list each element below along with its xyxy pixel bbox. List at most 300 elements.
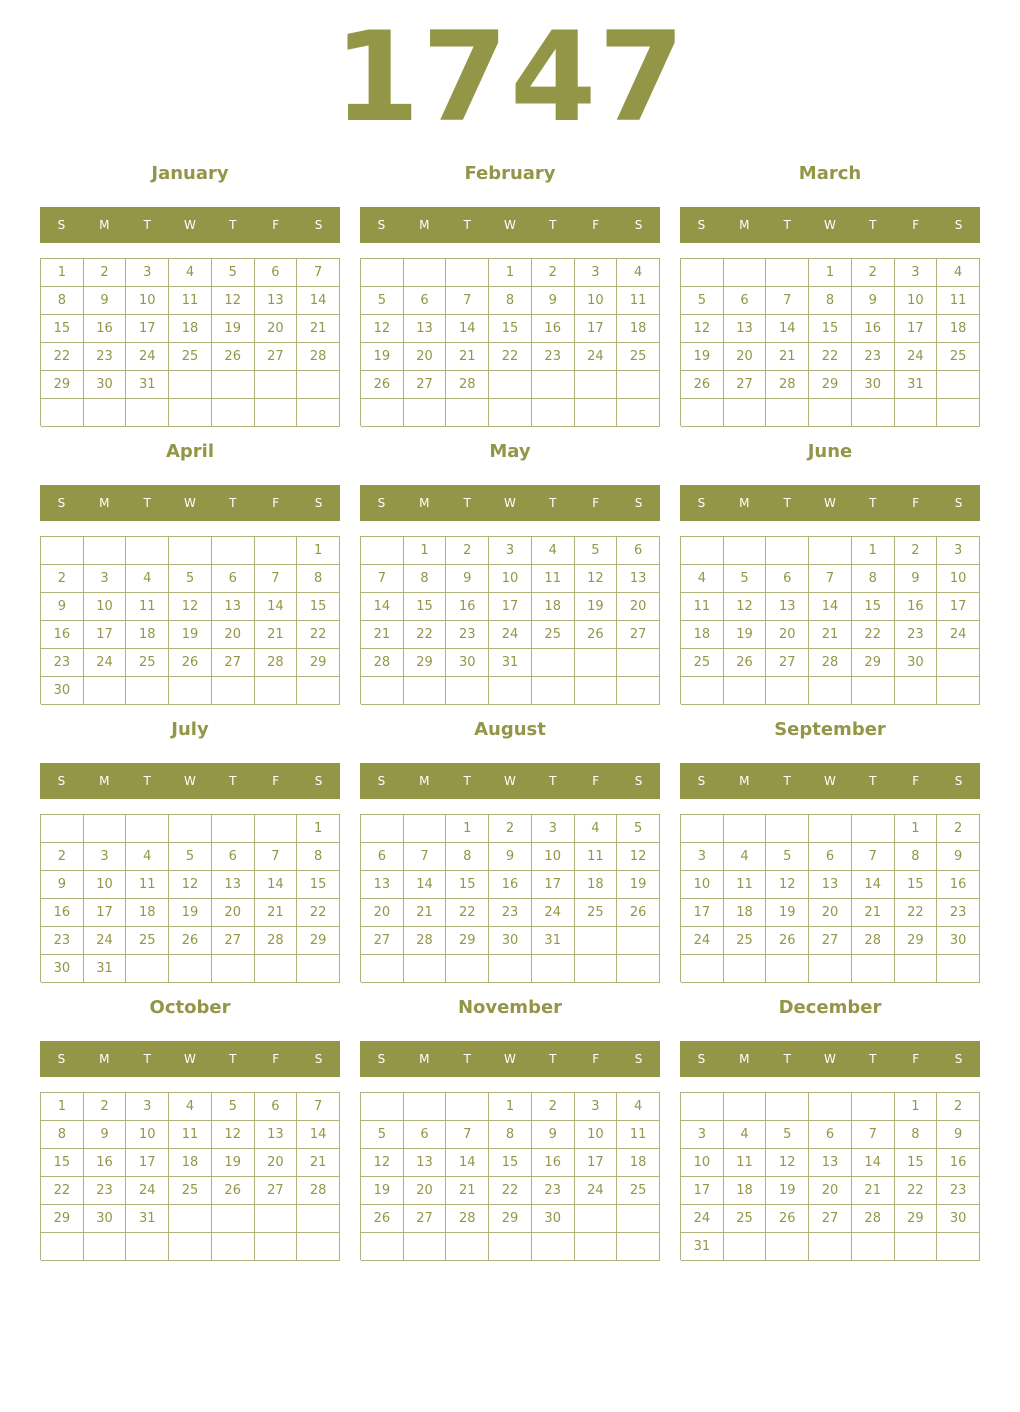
day-grid [360,536,660,704]
day-cell: 18 [681,621,724,649]
day-cell: 29 [297,649,340,677]
day-cell: 13 [212,871,255,899]
weekday-label: W [504,496,516,510]
day-cell: 29 [41,371,84,399]
day-cell: 20 [212,899,255,927]
day-cell: 20 [766,621,809,649]
day-cell: 10 [84,871,127,899]
day-cell: 26 [724,649,767,677]
weekday-label: T [549,218,557,232]
day-cell: 6 [404,1121,447,1149]
day-cell: 15 [41,315,84,343]
empty-day-cell [446,259,489,287]
day-cell: 23 [41,649,84,677]
empty-day-cell [766,259,809,287]
empty-day-cell [361,1093,404,1121]
weekday-label: F [592,774,600,788]
empty-day-cell [212,677,255,705]
empty-day-cell [255,371,298,399]
day-cell: 26 [766,927,809,955]
day-cell: 8 [895,1121,938,1149]
weekday-label: T [143,496,151,510]
day-cell: 5 [212,259,255,287]
day-cell: 2 [852,259,895,287]
weekday-label: F [272,774,280,788]
empty-day-cell [126,537,169,565]
empty-day-cell [766,815,809,843]
weekday-label: S [634,218,643,232]
empty-day-cell [212,371,255,399]
day-cell: 24 [681,927,724,955]
day-cell: 16 [937,1149,980,1177]
empty-day-cell [766,537,809,565]
day-cell: 3 [895,259,938,287]
day-cell: 11 [724,871,767,899]
day-cell: 29 [852,649,895,677]
day-cell: 24 [489,621,532,649]
weekday-label: M [99,218,110,232]
day-cell: 1 [489,259,532,287]
day-cell: 27 [617,621,660,649]
day-cell: 14 [446,1149,489,1177]
month-april [40,436,340,706]
day-cell: 20 [212,621,255,649]
empty-day-cell [84,815,127,843]
day-cell: 19 [361,1177,404,1205]
empty-day-cell [84,399,127,427]
day-cell: 25 [126,927,169,955]
empty-day-cell [575,1205,618,1233]
day-cell: 13 [255,287,298,315]
day-cell: 8 [297,843,340,871]
day-cell: 17 [126,315,169,343]
empty-day-cell [255,1233,298,1261]
day-cell: 1 [489,1093,532,1121]
day-cell: 23 [937,1177,980,1205]
month-title: March [798,163,862,184]
empty-day-cell [852,399,895,427]
day-cell: 24 [575,343,618,371]
day-cell: 15 [404,593,447,621]
weekday-label: W [504,1052,516,1066]
day-cell: 4 [724,843,767,871]
day-cell: 20 [361,899,404,927]
empty-day-cell [809,815,852,843]
empty-day-cell [41,399,84,427]
empty-day-cell [852,1093,895,1121]
day-grid [680,258,980,426]
day-cell: 12 [361,1149,404,1177]
weekday-label: S [954,218,963,232]
weekday-header-row [360,1041,660,1077]
day-cell: 28 [297,1177,340,1205]
day-cell: 1 [41,1093,84,1121]
day-cell: 18 [532,593,575,621]
empty-day-cell [532,649,575,677]
day-cell: 18 [126,899,169,927]
day-cell: 20 [617,593,660,621]
weekday-header-row [40,485,340,521]
empty-day-cell [404,955,447,983]
empty-day-cell [937,649,980,677]
day-cell: 29 [404,649,447,677]
day-cell: 18 [126,621,169,649]
empty-day-cell [404,399,447,427]
day-cell: 6 [361,843,404,871]
day-cell: 22 [895,899,938,927]
day-cell: 8 [404,565,447,593]
day-cell: 8 [446,843,489,871]
weekday-label: M [419,218,430,232]
empty-day-cell [852,677,895,705]
empty-day-cell [724,537,767,565]
day-cell: 27 [212,927,255,955]
empty-day-cell [446,399,489,427]
day-cell: 26 [681,371,724,399]
empty-day-cell [852,1233,895,1261]
day-cell: 6 [255,1093,298,1121]
day-cell: 15 [297,593,340,621]
empty-day-cell [446,1233,489,1261]
month-july [40,714,340,984]
day-cell: 10 [575,287,618,315]
day-cell: 9 [41,593,84,621]
day-cell: 3 [937,537,980,565]
weekday-header-row [360,763,660,799]
weekday-label: T [229,774,237,788]
day-cell: 29 [895,927,938,955]
weekday-label: S [377,1052,386,1066]
day-cell: 9 [446,565,489,593]
day-cell: 18 [724,1177,767,1205]
month-december [680,992,980,1262]
day-cell: 7 [446,1121,489,1149]
empty-day-cell [681,259,724,287]
day-cell: 1 [895,1093,938,1121]
day-cell: 21 [852,1177,895,1205]
day-cell: 10 [126,1121,169,1149]
empty-day-cell [617,955,660,983]
empty-day-cell [361,399,404,427]
day-cell: 13 [809,871,852,899]
day-cell: 6 [809,843,852,871]
empty-day-cell [212,1233,255,1261]
day-cell: 17 [575,315,618,343]
weekday-label: T [463,218,471,232]
empty-day-cell [212,1205,255,1233]
empty-day-cell [169,399,212,427]
empty-day-cell [212,815,255,843]
day-cell: 30 [532,1205,575,1233]
empty-day-cell [361,1233,404,1261]
empty-day-cell [84,537,127,565]
day-cell: 13 [809,1149,852,1177]
day-cell: 10 [84,593,127,621]
day-cell: 25 [937,343,980,371]
day-cell: 11 [575,843,618,871]
empty-day-cell [297,1205,340,1233]
empty-day-cell [617,677,660,705]
day-cell: 25 [724,1205,767,1233]
day-cell: 14 [809,593,852,621]
day-cell: 12 [575,565,618,593]
day-cell: 26 [212,343,255,371]
empty-day-cell [724,1233,767,1261]
day-cell: 2 [895,537,938,565]
weekday-label: S [57,774,66,788]
day-cell: 21 [446,343,489,371]
day-cell: 17 [681,899,724,927]
day-cell: 21 [809,621,852,649]
day-cell: 26 [617,899,660,927]
day-cell: 14 [297,287,340,315]
empty-day-cell [809,399,852,427]
empty-day-cell [681,1093,724,1121]
empty-day-cell [212,399,255,427]
day-cell: 19 [766,899,809,927]
day-cell: 29 [809,371,852,399]
day-cell: 3 [575,259,618,287]
day-cell: 5 [575,537,618,565]
day-cell: 16 [532,315,575,343]
weekday-label: M [419,1052,430,1066]
empty-day-cell [575,371,618,399]
day-cell: 13 [617,565,660,593]
day-cell: 4 [724,1121,767,1149]
day-cell: 4 [575,815,618,843]
day-cell: 17 [895,315,938,343]
weekday-label: F [272,218,280,232]
day-cell: 29 [895,1205,938,1233]
day-cell: 8 [297,565,340,593]
day-cell: 4 [617,1093,660,1121]
day-cell: 26 [212,1177,255,1205]
empty-day-cell [255,815,298,843]
day-cell: 5 [724,565,767,593]
day-cell: 21 [852,899,895,927]
empty-day-cell [724,815,767,843]
month-january [40,158,340,428]
day-cell: 6 [724,287,767,315]
empty-day-cell [255,537,298,565]
day-cell: 9 [532,1121,575,1149]
day-cell: 28 [766,371,809,399]
day-cell: 13 [766,593,809,621]
day-cell: 3 [489,537,532,565]
day-cell: 14 [255,871,298,899]
empty-day-cell [724,1093,767,1121]
day-cell: 9 [489,843,532,871]
empty-day-cell [41,1233,84,1261]
weekday-header-row [680,763,980,799]
empty-day-cell [937,371,980,399]
day-cell: 22 [852,621,895,649]
weekday-label: S [314,496,323,510]
day-cell: 30 [937,1205,980,1233]
empty-day-cell [575,955,618,983]
weekday-label: M [739,218,750,232]
day-cell: 31 [126,371,169,399]
empty-day-cell [766,677,809,705]
day-cell: 15 [489,315,532,343]
day-cell: 28 [404,927,447,955]
day-grid [360,258,660,426]
weekday-header-row [40,207,340,243]
calendar-year-title: 1747 [333,6,687,150]
empty-day-cell [404,1093,447,1121]
empty-day-cell [575,1233,618,1261]
day-cell: 6 [809,1121,852,1149]
day-cell: 1 [852,537,895,565]
weekday-label: S [697,774,706,788]
empty-day-cell [617,1233,660,1261]
day-cell: 7 [809,565,852,593]
weekday-label: S [57,496,66,510]
day-cell: 23 [937,899,980,927]
day-cell: 20 [809,899,852,927]
day-cell: 17 [126,1149,169,1177]
day-cell: 15 [852,593,895,621]
day-cell: 23 [532,343,575,371]
day-cell: 24 [126,1177,169,1205]
empty-day-cell [937,399,980,427]
day-cell: 5 [169,843,212,871]
weekday-label: W [504,218,516,232]
day-cell: 23 [532,1177,575,1205]
day-cell: 13 [404,1149,447,1177]
day-cell: 23 [446,621,489,649]
day-cell: 7 [446,287,489,315]
empty-day-cell [169,1233,212,1261]
day-cell: 3 [126,259,169,287]
day-cell: 23 [84,1177,127,1205]
empty-day-cell [809,955,852,983]
day-cell: 3 [681,1121,724,1149]
day-cell: 22 [489,1177,532,1205]
day-cell: 23 [852,343,895,371]
empty-day-cell [895,1233,938,1261]
weekday-label: S [377,774,386,788]
day-cell: 12 [361,315,404,343]
empty-day-cell [361,815,404,843]
day-cell: 12 [724,593,767,621]
day-cell: 4 [126,565,169,593]
weekday-label: M [419,496,430,510]
empty-day-cell [404,677,447,705]
day-cell: 19 [361,343,404,371]
day-cell: 19 [212,1149,255,1177]
weekday-label: S [697,218,706,232]
day-cell: 25 [126,649,169,677]
empty-day-cell [297,955,340,983]
day-cell: 1 [297,537,340,565]
day-cell: 30 [937,927,980,955]
day-cell: 15 [446,871,489,899]
empty-day-cell [126,815,169,843]
empty-day-cell [41,537,84,565]
day-cell: 18 [937,315,980,343]
day-cell: 14 [361,593,404,621]
empty-day-cell [937,955,980,983]
day-cell: 12 [212,1121,255,1149]
empty-day-cell [169,677,212,705]
day-cell: 24 [126,343,169,371]
empty-day-cell [617,649,660,677]
day-cell: 2 [532,1093,575,1121]
empty-day-cell [41,815,84,843]
day-cell: 10 [681,1149,724,1177]
weekday-header-row [40,1041,340,1077]
day-cell: 27 [809,927,852,955]
day-grid [360,814,660,982]
day-cell: 23 [895,621,938,649]
empty-day-cell [84,1233,127,1261]
empty-day-cell [766,1233,809,1261]
day-grid [680,1092,980,1260]
day-cell: 2 [41,843,84,871]
day-grid [40,1092,340,1260]
month-august [360,714,660,984]
empty-day-cell [361,537,404,565]
empty-day-cell [255,677,298,705]
day-cell: 14 [404,871,447,899]
empty-day-cell [126,955,169,983]
day-cell: 5 [766,1121,809,1149]
empty-day-cell [297,399,340,427]
day-cell: 5 [617,815,660,843]
month-title: August [474,719,546,740]
empty-day-cell [575,677,618,705]
day-cell: 18 [575,871,618,899]
day-cell: 14 [255,593,298,621]
empty-day-cell [724,259,767,287]
day-cell: 15 [895,1149,938,1177]
day-cell: 12 [169,593,212,621]
empty-day-cell [681,955,724,983]
day-cell: 17 [489,593,532,621]
empty-day-cell [809,1233,852,1261]
empty-day-cell [84,677,127,705]
empty-day-cell [532,677,575,705]
empty-day-cell [212,537,255,565]
day-cell: 13 [404,315,447,343]
month-june [680,436,980,706]
day-cell: 18 [617,1149,660,1177]
day-cell: 7 [852,843,895,871]
weekday-label: T [869,218,877,232]
day-cell: 4 [937,259,980,287]
day-cell: 30 [41,955,84,983]
day-cell: 16 [446,593,489,621]
weekday-label: S [697,496,706,510]
empty-day-cell [126,1233,169,1261]
day-cell: 22 [297,899,340,927]
weekday-label: W [824,218,836,232]
day-cell: 11 [532,565,575,593]
empty-day-cell [724,677,767,705]
day-cell: 30 [41,677,84,705]
day-cell: 22 [297,621,340,649]
month-title: May [489,441,531,462]
day-cell: 1 [404,537,447,565]
weekday-label: T [463,496,471,510]
day-cell: 29 [297,927,340,955]
day-cell: 12 [617,843,660,871]
empty-day-cell [212,955,255,983]
day-cell: 2 [84,1093,127,1121]
day-cell: 28 [361,649,404,677]
day-cell: 16 [41,621,84,649]
